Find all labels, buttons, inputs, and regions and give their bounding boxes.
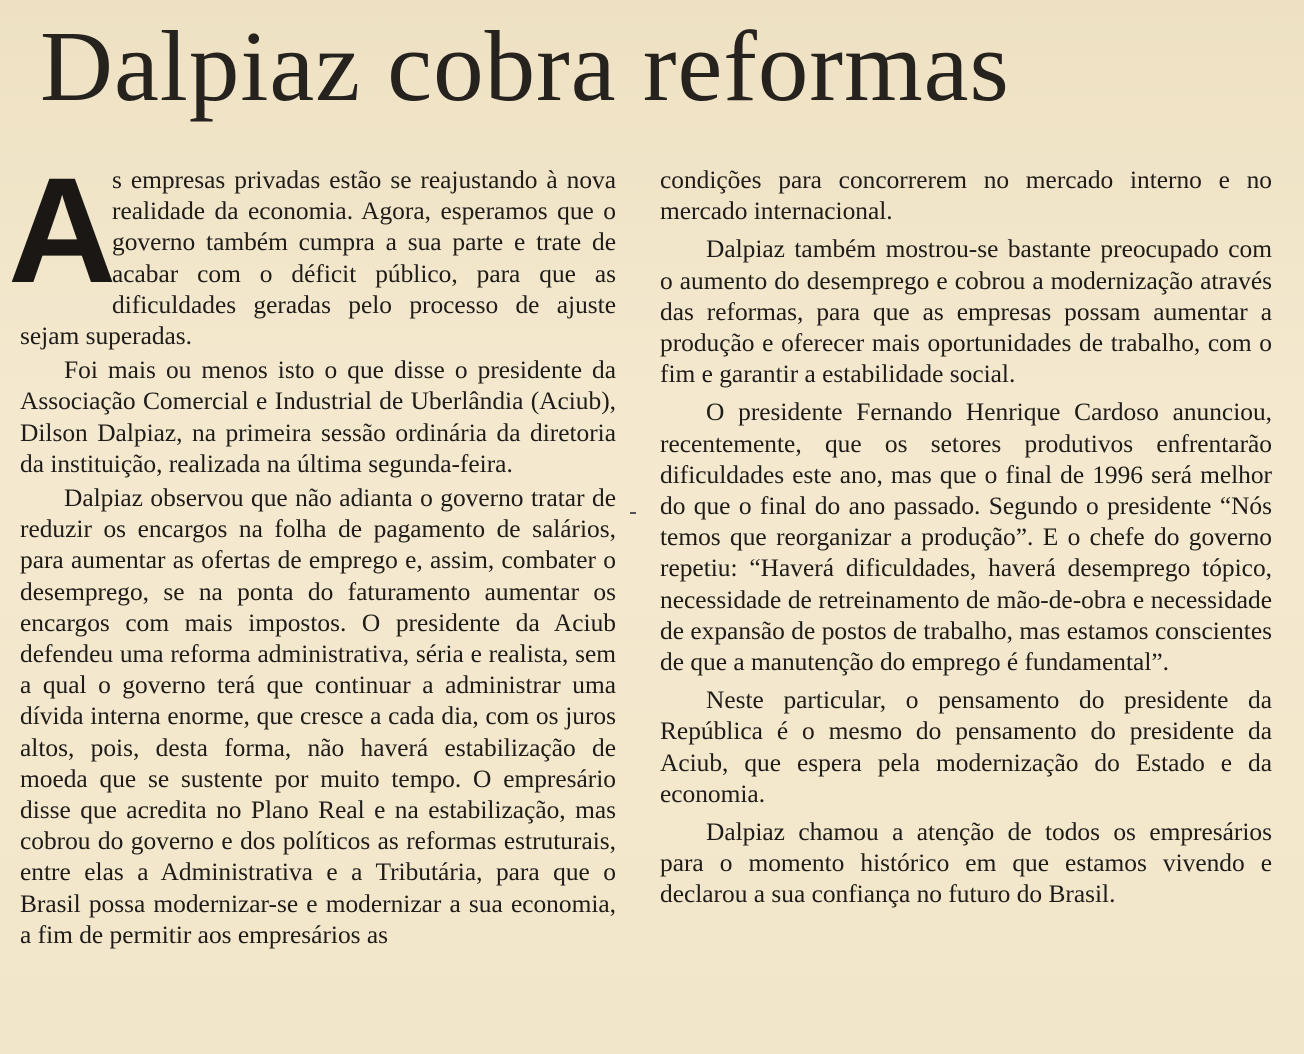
left-column <box>8 146 616 951</box>
paragraph-5: O presidente Fernando Henrique Cardoso anunciou, recentemente, que os setores produtivos enfrentarão dificuldades este ano, mas que o final de 1996 será melhor do que o final do ano passado. Segundo o presidente “Nós temos que reorganizar a produção”. E o chefe do governo repetiu: “Haverá dificuldades, haverá desemprego tópico, necessidade de retreinamento de mão-de-obra e necessidade de expansão de postos de trabalho, mas estamos conscientes de que a manutenção do emprego é fundamental”. <box>660 398 1272 677</box>
paragraph-4: Dalpiaz também mostrou-se bastante preocupado com o aumento do desemprego e cobrou a modernização através das reformas, para que as empresas possam aumentar a produção e oferecer mais oportunidades de trabalho, com o fim e garantir a estabilidade social. <box>660 235 1272 389</box>
headline: Dalpiaz cobra reformas <box>40 10 1010 122</box>
paragraph-2: Foi mais ou menos isto o que disse o presidente da Associação Comercial e Industrial de Uberlândia (Aciub), Dilson Dalpiaz, na primeira sessão ordinária da diretoria da instituição, realizada na última segunda-feira. <box>20 356 616 478</box>
print-speck <box>630 512 636 514</box>
drop-cap: A <box>8 146 117 314</box>
paragraph-6: Neste particular, o pensamento do presidente da República é o mesmo do pensamento do presidente da Aciub, que espera pela modernização do Estado e da economia. <box>660 686 1272 808</box>
paragraph-continuation: condições para concorrerem no mercado interno e no mercado internacional. <box>660 166 1272 226</box>
paragraph-3: Dalpiaz observou que não adianta o governo tratar de reduzir os encargos na folha de pagamento de salários, para aumentar as ofertas de emprego e, assim, combater o desemprego, se na ponta do faturamento aumentar os encargos com mais impostos. O presidente da Aciub defendeu uma reforma administrativa, séria e realista, sem a qual o governo terá que continuar a administrar uma dívida interna enorme, que cresce a cada dia, com os juros altos, pois, desta forma, não haverá estabilização de moeda que se sustente por muito tempo. O empresário disse que acredita no Plano Real e na estabilização, mas cobrou do governo e dos políticos as reformas estruturais, entre elas a Administrativa e a Tributária, para que o Brasil possa modernizar-se e modernizar a sua economia, a fim de permitir aos empresários as <box>20 484 616 949</box>
paragraph-7: Dalpiaz chamou a atenção de todos os empresários para o momento histórico em que estamos vivendo e declarou a sua confiança no futuro do Brasil. <box>660 818 1272 909</box>
right-column <box>660 165 1272 911</box>
paragraph-1 <box>8 146 616 352</box>
paragraph-1-text: s empresas privadas estão se reajustando à nova realidade da economia. Agora, esperamos que o governo também cumpra a sua parte e trate de acabar com o déficit público, para que as dificuldades geradas pelo processo de ajuste sejam superadas. <box>20 166 616 351</box>
